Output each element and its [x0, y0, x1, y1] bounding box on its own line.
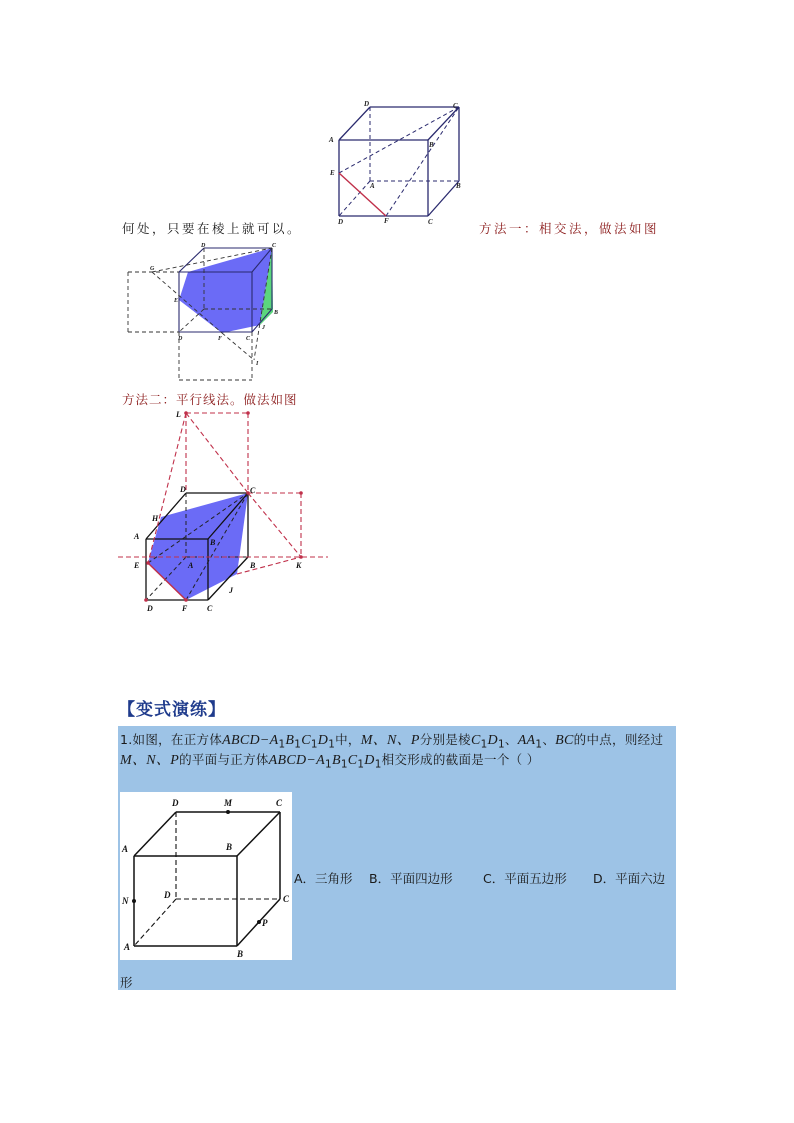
option-d: D．平面六边 [593, 871, 666, 886]
label: B [274, 310, 279, 316]
label: C [428, 218, 433, 226]
label: M [224, 798, 233, 808]
label: B [429, 141, 434, 149]
label: P [262, 918, 268, 928]
figure-cube-1 [322, 98, 472, 228]
label: J [262, 325, 265, 331]
figure-cube-2 [122, 240, 287, 385]
question-panel [118, 726, 676, 990]
option-b: B．平面四边形 [369, 871, 453, 886]
label: A [370, 182, 375, 190]
label: D [338, 218, 344, 226]
label: I [256, 361, 259, 367]
label: D [178, 336, 183, 342]
label: A [134, 532, 140, 541]
label: C [246, 336, 251, 342]
question-line-2: M、N、P的平面与正方体$ABCD-A_1B_1C_1D_1$相交形成的截面是一个（ ） [120, 752, 540, 771]
label: C [207, 604, 213, 613]
figure-cube-3 [116, 405, 331, 615]
label: A [329, 136, 334, 144]
label: J [229, 586, 233, 595]
label: D [164, 890, 171, 900]
label: B [210, 538, 216, 547]
label: B [226, 842, 233, 852]
text-method-2: 方法二：平行线法。做法如图 [122, 392, 298, 407]
option-a: A．三角形 [294, 871, 353, 886]
label: B [250, 561, 256, 570]
label: D [172, 798, 179, 808]
option-d-wrap: 形 [120, 975, 133, 990]
label: A [122, 844, 129, 854]
label: E [174, 298, 179, 304]
label: C [276, 798, 283, 808]
label: G [150, 266, 155, 272]
label: C [283, 894, 290, 904]
label: E [330, 169, 335, 177]
label: C [250, 486, 256, 495]
label: H [152, 514, 159, 523]
label: C [453, 102, 458, 110]
label: E [134, 561, 140, 570]
label: L [176, 410, 181, 419]
label: F [384, 217, 389, 225]
text-line-1: 何处，只要在棱上就可以。 [122, 221, 303, 236]
label: A [188, 561, 194, 570]
question-line-1: 1.如图，在正方体$ABCD-A_1B_1C_1D_1$中，M、N、P分别是棱$C_1D_1$、$AA_1$、BC的中点，则经过 [120, 732, 664, 751]
label: N [122, 896, 129, 906]
label: F [182, 604, 188, 613]
label: B [237, 949, 244, 959]
label: C [272, 243, 277, 249]
figure-cube-4 [120, 792, 292, 960]
label: D [180, 485, 186, 494]
label: K [296, 561, 302, 570]
label: D [364, 100, 370, 108]
label: D [147, 604, 153, 613]
label: A [124, 942, 131, 952]
text-method-1: 方法一：相交法，做法如图 [479, 221, 660, 236]
section-title: 【变式演练】 [118, 700, 226, 720]
label: F [218, 336, 223, 342]
label: B [456, 182, 461, 190]
label: D [201, 243, 206, 249]
option-c: C．平面五边形 [483, 871, 567, 886]
